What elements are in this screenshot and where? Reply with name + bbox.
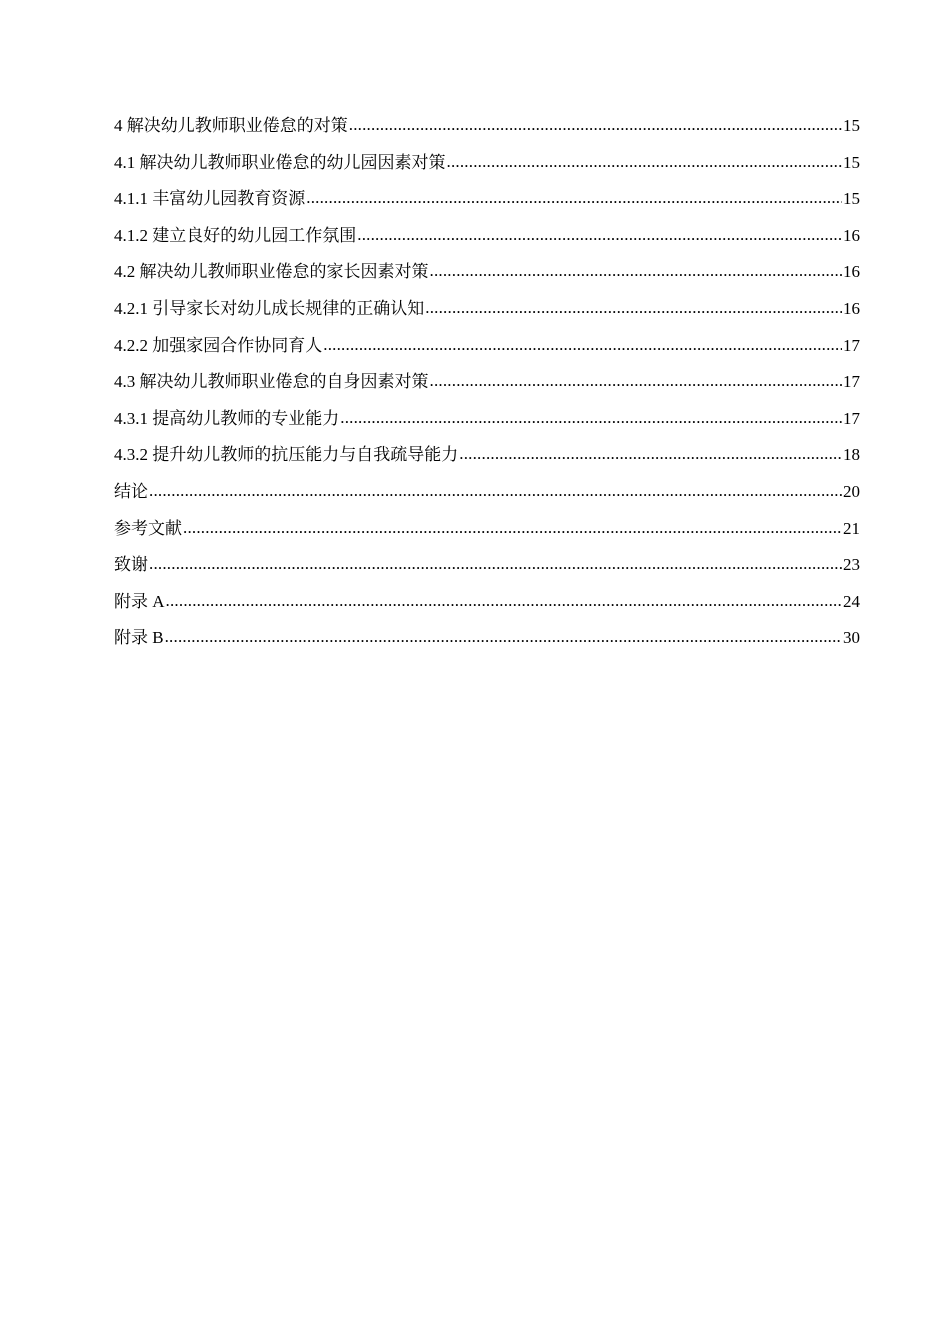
toc-dot-leader — [425, 296, 842, 320]
toc-entry-page: 17 — [843, 335, 860, 355]
toc-entry[interactable] — [114, 151, 860, 188]
toc-entry-page: 24 — [843, 591, 860, 611]
toc-entry-title: 4.1.1 丰富幼儿园教育资源 — [114, 189, 306, 209]
toc-dot-leader — [183, 516, 842, 540]
toc-dot-leader — [149, 479, 842, 503]
table-of-contents — [114, 114, 860, 663]
toc-dot-leader — [323, 333, 842, 357]
toc-entry[interactable] — [114, 407, 860, 444]
toc-entry[interactable] — [114, 187, 860, 224]
toc-dot-leader — [357, 223, 842, 247]
toc-entry-title: 参考文献 — [114, 518, 182, 538]
toc-entry[interactable] — [114, 480, 860, 517]
toc-entry[interactable] — [114, 334, 860, 371]
toc-dot-leader — [430, 369, 843, 393]
toc-entry-title: 4.3.1 提高幼儿教师的专业能力 — [114, 408, 340, 428]
toc-entry-page: 17 — [843, 372, 860, 392]
toc-dot-leader — [349, 113, 842, 137]
toc-entry[interactable] — [114, 626, 860, 663]
toc-entry-title: 附录 A — [114, 591, 165, 611]
toc-entry-title: 4.1 解决幼儿教师职业倦怠的幼儿园因素对策 — [114, 152, 446, 172]
toc-dot-leader — [430, 259, 843, 283]
toc-entry-page: 30 — [843, 628, 860, 648]
toc-entry-title: 4.2 解决幼儿教师职业倦怠的家长因素对策 — [114, 262, 429, 282]
toc-dot-leader — [447, 150, 843, 174]
toc-entry[interactable] — [114, 553, 860, 590]
toc-entry-title: 4 解决幼儿教师职业倦怠的对策 — [114, 116, 348, 135]
toc-entry[interactable] — [114, 260, 860, 297]
toc-dot-leader — [306, 186, 842, 210]
toc-entry-page: 15 — [843, 116, 860, 135]
toc-entry[interactable] — [114, 370, 860, 407]
toc-entry-title: 4.1.2 建立良好的幼儿园工作氛围 — [114, 225, 357, 245]
toc-dot-leader — [459, 442, 842, 466]
toc-entry-title: 致谢 — [114, 555, 148, 575]
toc-entry-page: 17 — [843, 408, 860, 428]
toc-entry[interactable] — [114, 114, 860, 151]
toc-entry[interactable] — [114, 443, 860, 480]
toc-dot-leader — [166, 589, 842, 613]
toc-entry-page: 16 — [843, 298, 860, 318]
toc-dot-leader — [165, 625, 842, 649]
toc-entry-title: 4.2.2 加强家园合作协同育人 — [114, 335, 323, 355]
toc-entry-page: 15 — [843, 189, 860, 209]
toc-entry-title: 附录 B — [114, 628, 164, 648]
toc-entry[interactable] — [114, 297, 860, 334]
toc-dot-leader — [149, 552, 842, 576]
toc-entry-page: 23 — [843, 555, 860, 575]
toc-entry-page: 16 — [843, 225, 860, 245]
toc-entry-page: 15 — [843, 152, 860, 172]
toc-dot-leader — [340, 406, 842, 430]
toc-entry-title: 4.3 解决幼儿教师职业倦怠的自身因素对策 — [114, 372, 429, 392]
toc-entry[interactable] — [114, 590, 860, 627]
toc-entry-page: 20 — [843, 481, 860, 501]
toc-entry[interactable] — [114, 517, 860, 554]
toc-entry-page: 16 — [843, 262, 860, 282]
toc-entry-title: 结论 — [114, 481, 148, 501]
toc-entry-page: 21 — [843, 518, 860, 538]
toc-entry-title: 4.2.1 引导家长对幼儿成长规律的正确认知 — [114, 298, 425, 318]
toc-entry[interactable] — [114, 224, 860, 261]
toc-entry-title: 4.3.2 提升幼儿教师的抗压能力与自我疏导能力 — [114, 445, 459, 465]
toc-entry-page: 18 — [843, 445, 860, 465]
